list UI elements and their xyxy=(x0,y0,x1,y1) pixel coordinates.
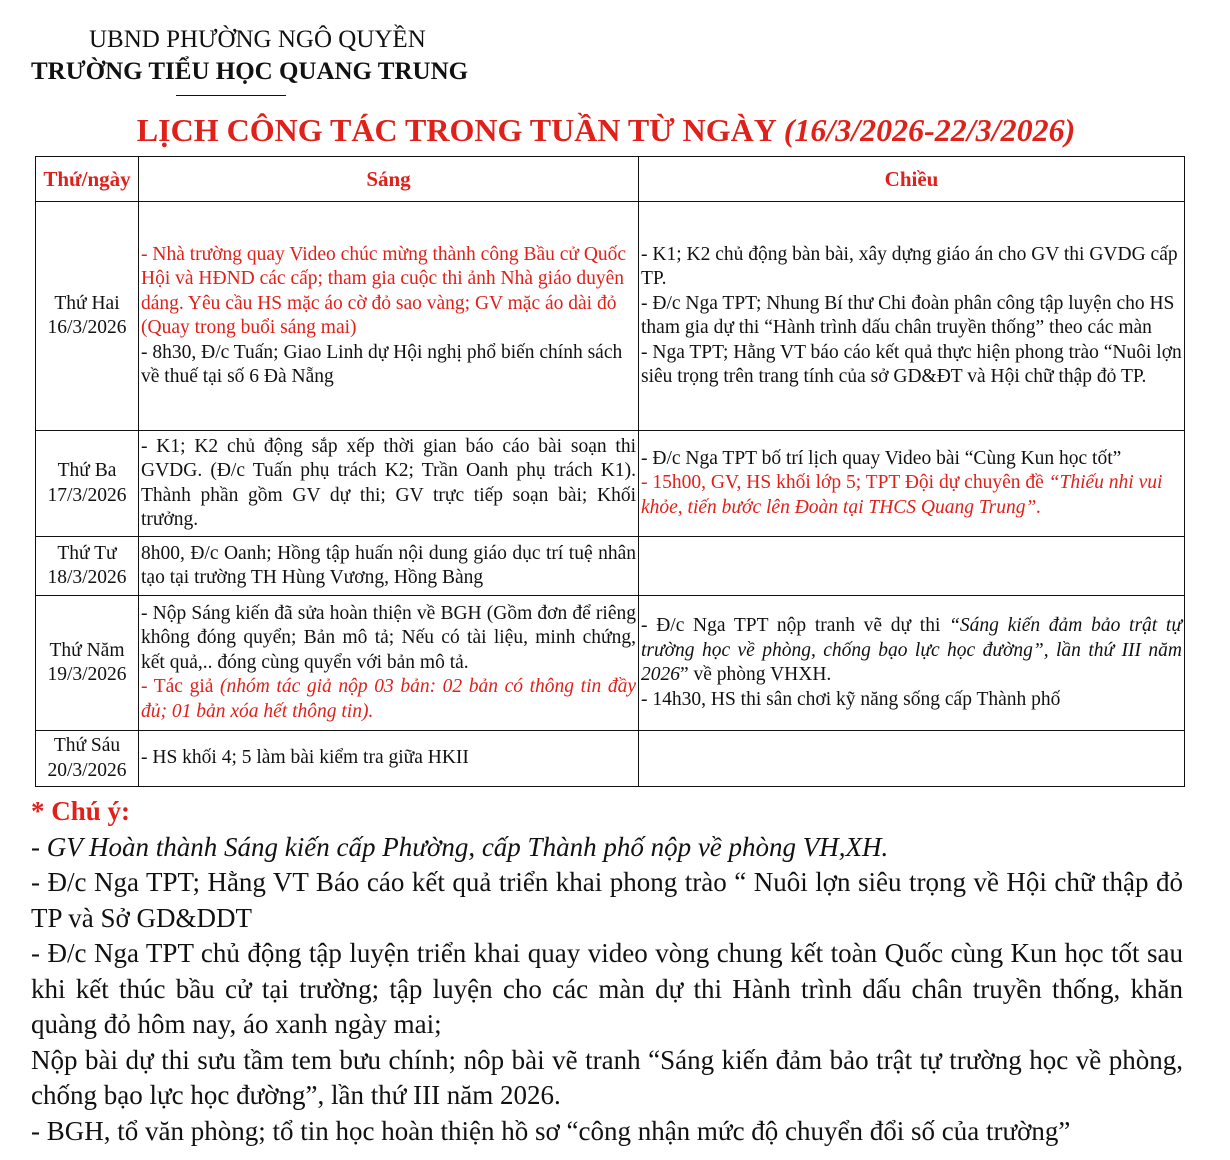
day-cell xyxy=(36,596,139,731)
entry-text: - Tác giả xyxy=(141,676,220,698)
morning-entry: 8h00, Đ/c Oanh; Hồng tập huấn nội dung giáo dục trí tuệ nhân tạo tại trường TH Hùng Vương, Hồng Bàng xyxy=(141,542,636,588)
title-main: LỊCH CÔNG TÁC TRONG TUẦN TỪ NGÀY xyxy=(136,112,784,148)
morning-cell xyxy=(139,537,639,596)
notes-heading: * Chú ý: xyxy=(31,796,131,826)
afternoon-entry: - K1; K2 chủ động bàn bài, xây dựng giáo án cho GV thi GVDG cấp TP. xyxy=(641,243,1178,289)
day-cell xyxy=(36,431,139,537)
note-item: - Đ/c Nga TPT; Hằng VT Báo cáo kết quả triển khai phong trào “ Nuôi lợn siêu trọng về Hội chữ thập đỏ TP và Sở GD&DDT xyxy=(31,867,1183,933)
date: 16/3/2026 xyxy=(47,317,127,338)
note-item: - Đ/c Nga TPT chủ động tập luyện triển khai quay video vòng chung kết toàn Quốc cùng Kun học tốt sau khi kết thúc bầu cử tại trường; tập luyện cho các màn dự thi Hành trình dấu chân truyền thống, khăn quàng đỏ hôm nay, áo xanh ngày mai; xyxy=(31,938,1183,1039)
table-row xyxy=(36,731,1185,787)
date: 20/3/2026 xyxy=(47,759,127,781)
title-date-range: (16/3/2026-22/3/2026) xyxy=(783,112,1076,148)
note-item: Nộp bài dự thi sưu tầm tem bưu chính; nôp bài vẽ tranh “Sáng kiến đảm bảo trật tự trường học về phòng, chống bạo lực học đường”, lần thứ III năm 2026. xyxy=(31,1044,1183,1110)
note-item: - GV Hoàn thành Sáng kiến cấp Phường, cấp Thành phố nộp về phòng VH,XH. xyxy=(31,831,889,862)
morning-entry: - Nộp Sáng kiến đã sửa hoàn thiện về BGH (Gồm đơn để riêng không đóng quyển; Bản mô tả; Nếu có tài liệu, minh chứng, kết quả,.. đóng cùng quyển với bản mô tả. xyxy=(141,602,636,673)
entry-italic-text: (nhóm tác giả nộp 03 bản: 02 bản có thông tin đầy đủ; 01 bản xóa hết thông tin). xyxy=(141,676,637,722)
entry-text: ” về phòng VHXH. xyxy=(680,664,832,685)
entry-italic-text: “Sáng kiến đảm bảo trật tự trường học về phòng, chống bạo lực học đường”, lần thứ III năm 2026 xyxy=(641,615,1182,685)
afternoon-cell xyxy=(639,731,1185,787)
table-row xyxy=(36,596,1185,731)
weekday: Thứ Sáu xyxy=(53,735,121,756)
morning-cell xyxy=(139,202,639,431)
weekday: Thứ Tư xyxy=(57,542,117,564)
day-cell xyxy=(36,202,139,431)
authority-name: UBND PHƯỜNG NGÔ QUYỀN xyxy=(89,26,426,53)
morning-entry: - HS khối 4; 5 làm bài kiểm tra giữa HKII xyxy=(141,747,469,769)
page-title xyxy=(0,112,1212,149)
header-afternoon: Chiều xyxy=(639,157,1185,202)
entry-text: - Đ/c Nga TPT nộp tranh vẽ dự thi xyxy=(641,615,950,636)
weekday: Thứ Ba xyxy=(57,460,117,481)
header-underline xyxy=(176,95,286,96)
afternoon-entry xyxy=(641,614,1182,688)
morning-cell xyxy=(139,731,639,787)
date: 17/3/2026 xyxy=(47,484,127,506)
afternoon-cell xyxy=(639,431,1185,537)
table-header-row xyxy=(36,157,1185,202)
notes-section xyxy=(31,794,1183,1149)
afternoon-entry xyxy=(641,471,1182,520)
schedule-table xyxy=(35,156,1185,787)
morning-entry xyxy=(141,675,636,724)
date: 18/3/2026 xyxy=(47,567,127,588)
afternoon-cell xyxy=(639,537,1185,596)
school-name: TRƯỜNG TIỂU HỌC QUANG TRUNG xyxy=(31,58,469,85)
morning-cell xyxy=(139,431,639,537)
afternoon-entry: - Đ/c Nga TPT bố trí lịch quay Video bài “Cùng Kun học tốt” xyxy=(641,447,1122,469)
entry-text: - 15h00, GV, HS khối lớp 5; TPT Đội dự chuyên đề xyxy=(641,472,1049,494)
table-row xyxy=(36,431,1185,537)
afternoon-entry: - 14h30, HS thi sân chơi kỹ năng sống cấp Thành phố xyxy=(641,688,1061,710)
day-cell xyxy=(36,537,139,596)
afternoon-cell xyxy=(639,202,1185,431)
weekday: Thứ Năm xyxy=(49,639,125,661)
morning-entry: - Nhà trường quay Video chúc mừng thành công Bầu cử Quốc Hội và HĐND các cấp; tham gia cuộc thi ảnh Nhà giáo duyên dáng. Yêu cầu HS mặc áo cờ đỏ sao vàng; GV mặc áo dài đỏ (Quay trong buổi sáng mai) xyxy=(141,243,627,338)
morning-entry: - 8h30, Đ/c Tuấn; Giao Linh dự Hội nghị phổ biến chính sách về thuế tại số 6 Đà Nẵng xyxy=(141,341,623,387)
afternoon-entry: - Nga TPT; Hằng VT báo cáo kết quả thực hiện phong trào “Nuôi lợn siêu trọng trên trang tính của sở GD&ĐT và Hội chữ thập đỏ TP. xyxy=(641,341,1182,387)
morning-entry: - K1; K2 chủ động sắp xếp thời gian báo cáo bài soạn thi GVDG. (Đ/c Tuấn phụ trách K2; Trần Oanh phụ trách K1). Thành phần gồm GV dự thi; GV trực tiếp soạn bài; Khối trưởng. xyxy=(141,435,636,530)
afternoon-entry: - Đ/c Nga TPT; Nhung Bí thư Chi đoàn phân công tập luyện cho HS tham gia dự thi “Hành trình dấu chân truyền thống” theo các màn xyxy=(641,292,1175,338)
table-row xyxy=(36,537,1185,596)
day-cell xyxy=(36,731,139,787)
header-morning: Sáng xyxy=(139,157,639,202)
header-day: Thứ/ngày xyxy=(36,157,139,202)
table-row xyxy=(36,202,1185,431)
afternoon-cell xyxy=(639,596,1185,731)
entry-italic-text: “Thiếu nhi vui khỏe, tiến bước lên Đoàn tại THCS Quang Trung”. xyxy=(641,472,1163,518)
morning-cell xyxy=(139,596,639,731)
date: 19/3/2026 xyxy=(47,664,127,685)
weekday: Thứ Hai xyxy=(54,292,120,314)
note-item: - BGH, tổ văn phòng; tổ tin học hoàn thiện hồ sơ “công nhận mức độ chuyển đổi số của trường” xyxy=(31,1115,1071,1146)
